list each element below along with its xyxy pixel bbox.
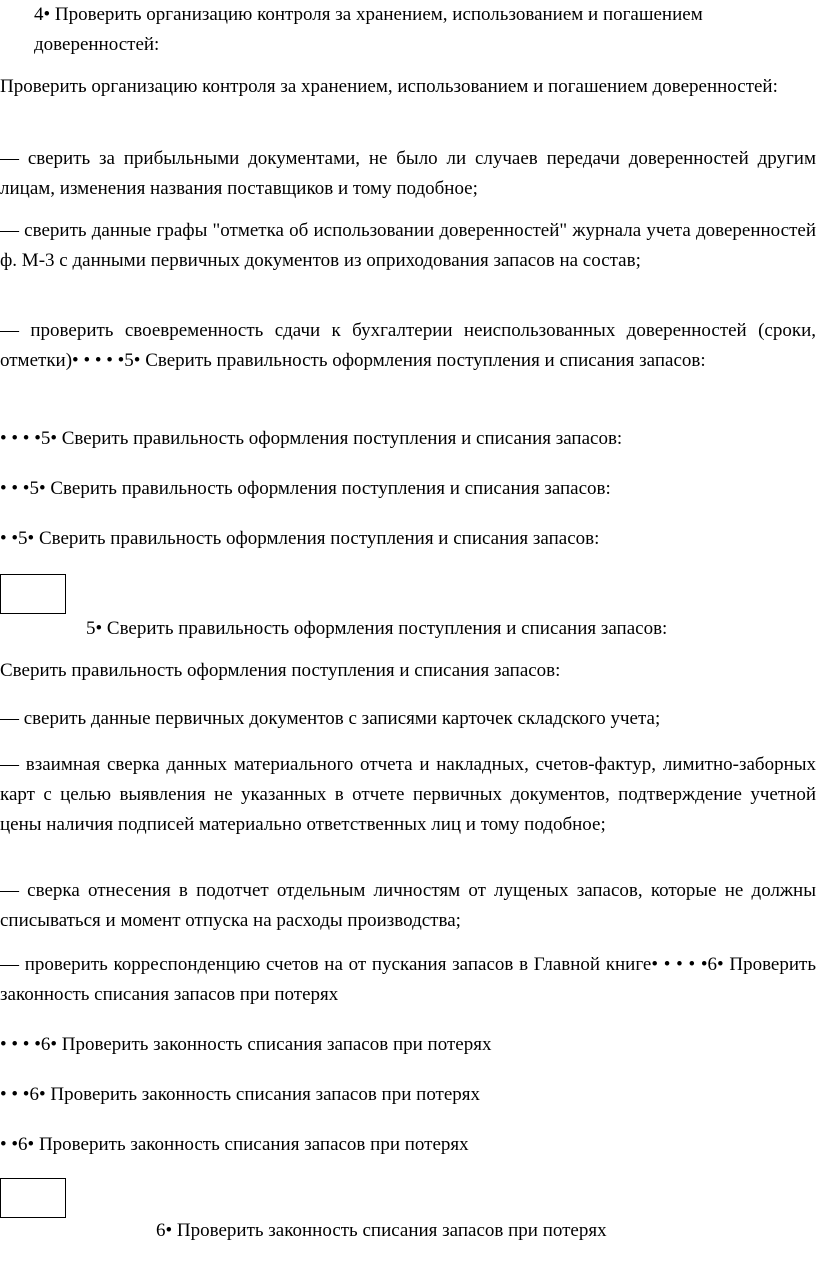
paragraph-list-item: — взаимная сверка данных материального отчета и накладных, счетов-фактур, лимитно-заборных карт с целью выявления не указанных в отчете первичных документов, подтверждение учетной цены наличия подписей материально ответственных лиц и тому подобное; xyxy=(0,754,816,835)
empty-box xyxy=(0,574,66,614)
paragraph-bullet-line: • • •6• Проверить законность списания запасов при потерях xyxy=(0,1084,481,1105)
paragraph-list-item: — сверить данные графы "отметка об использовании доверенностей" журнала учета доверенностей ф. М-3 с данными первичных документов из оприходования запасов на состав; xyxy=(0,220,816,271)
paragraph-bullet-line: • • •5• Сверить правильность оформления поступления и списания запасов: xyxy=(0,478,611,499)
paragraph-bullet-line: • •5• Сверить правильность оформления поступления и списания запасов: xyxy=(0,528,600,549)
paragraph-list-item: — проверить корреспонденцию счетов на от пускания запасов в Главной книге• • • • •6• Проверить законность списания запасов при потерях xyxy=(0,954,816,1005)
paragraph-heading-5: 5• Сверить правильность оформления поступления и списания запасов: xyxy=(86,618,668,639)
paragraph: Проверить организацию контроля за хранением, использованием и погашением доверенностей: xyxy=(0,76,778,97)
paragraph-list-item: — проверить своевременность сдачи к бухгалтерии неиспользованных доверенностей (сроки, отметки)• • • • •5• Сверить правильность оформления поступления и списания запасов: xyxy=(0,320,816,371)
paragraph-heading-4: 4• Проверить организацию контроля за хранением, использованием и погашением доверенностей: xyxy=(34,4,703,55)
paragraph-list-item: — сверить за прибыльными документами, не было ли случаев передачи доверенностей другим лицам, изменения названия поставщиков и тому подобное; xyxy=(0,148,816,199)
paragraph: Сверить правильность оформления поступления и списания запасов: xyxy=(0,660,561,681)
paragraph-list-item: — сверить данные первичных документов с записями карточек складского учета; xyxy=(0,708,661,729)
paragraph-bullet-line: • • • •5• Сверить правильность оформления поступления и списания запасов: xyxy=(0,428,623,449)
empty-box xyxy=(0,1178,66,1218)
paragraph-list-item: — сверка отнесения в подотчет отдельным личностям от лущеных запасов, которые не должны списываться и момент отпуска на расходы производства; xyxy=(0,880,816,931)
paragraph-heading-6: 6• Проверить законность списания запасов при потерях xyxy=(156,1220,607,1241)
paragraph-bullet-line: • • • •6• Проверить законность списания запасов при потерях xyxy=(0,1034,492,1055)
paragraph-bullet-line: • •6• Проверить законность списания запасов при потерях xyxy=(0,1134,469,1155)
